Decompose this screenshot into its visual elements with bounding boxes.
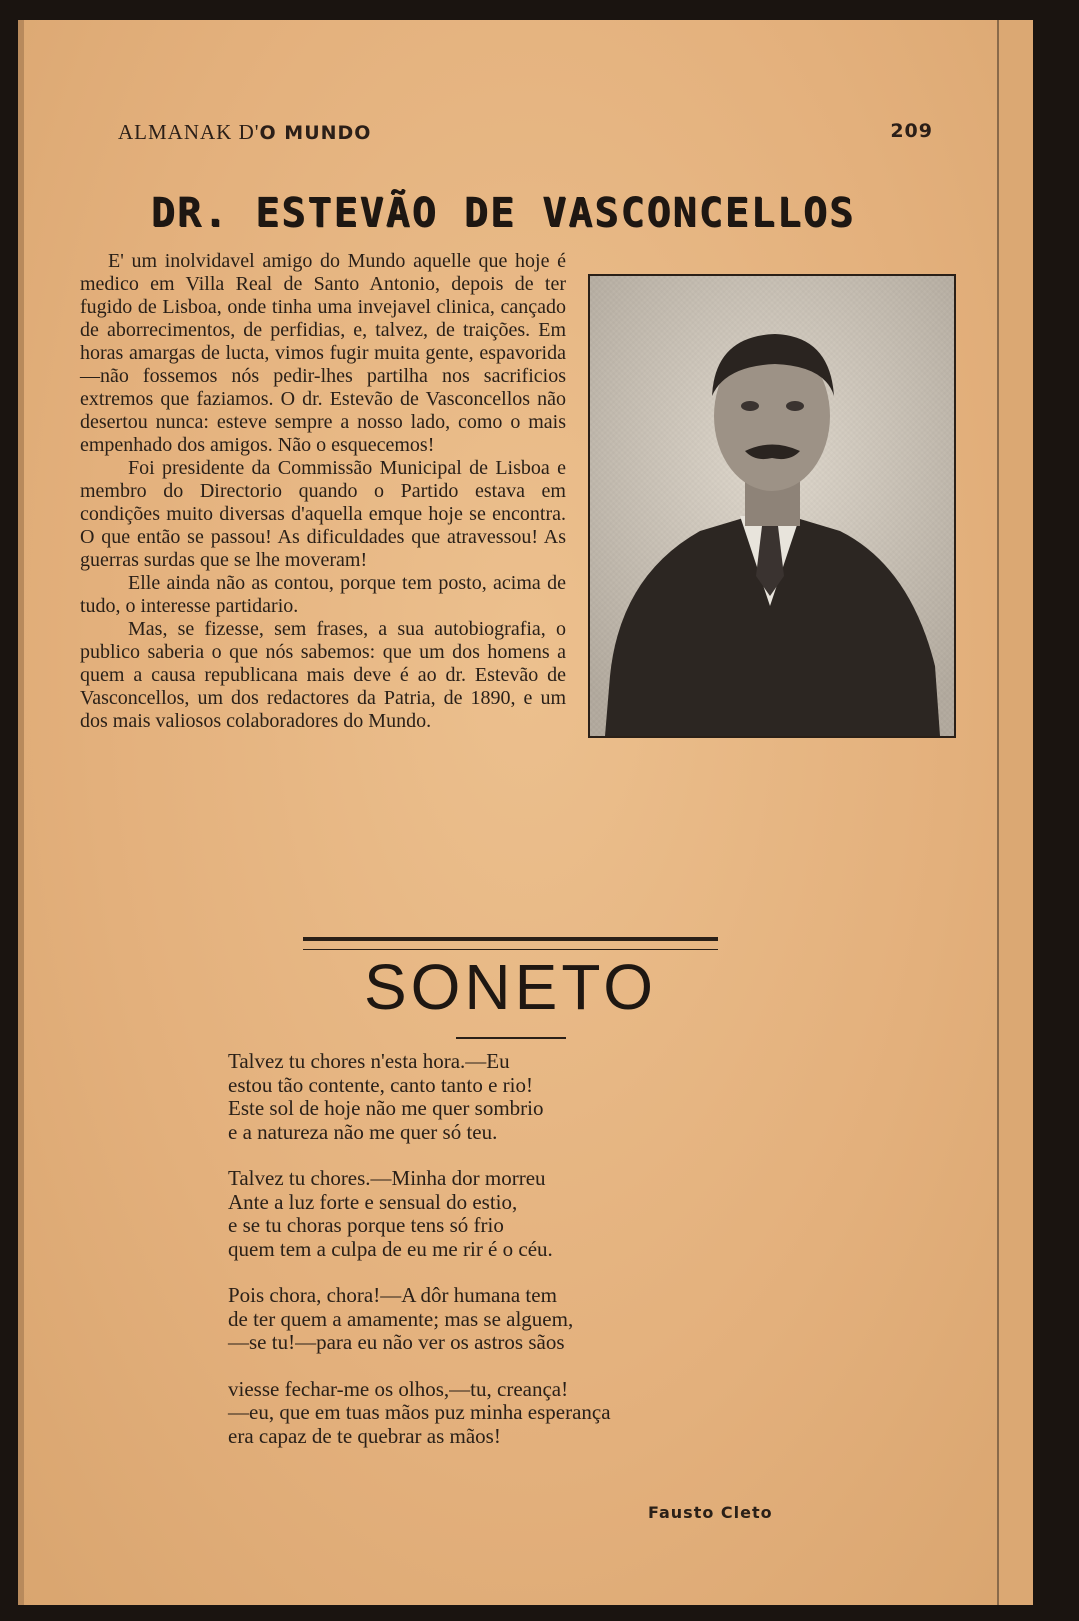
poem-line: era capaz de te quebrar as mãos! [228,1423,501,1448]
portrait-photo [588,274,960,742]
poem-line: estou tão contente, canto tanto e rio! [228,1072,533,1097]
poem-line: Talvez tu chores.—Minha dor morreu [228,1166,546,1190]
poem-line: de ter quem a amamente; mas se alguem, [228,1306,574,1331]
poem-line: Pois chora, chora!—A dôr humana tem [228,1283,557,1307]
article-paragraph-3: Elle ainda não as contou, porque tem posto, acima de tudo, o interesse partidario. [80,572,566,617]
page-number: 209 [890,120,933,142]
poem-line: quem tem a culpa de eu me rir é o céu. [228,1236,553,1261]
next-page-edge [997,20,1033,1605]
running-header [118,120,933,150]
article-body [80,250,960,750]
title-underline [456,1037,566,1039]
poem-stanza-1 [228,1050,788,1144]
poem-line: Este sol de hoje não me quer sombrio [228,1096,544,1120]
portrait-frame [588,274,956,738]
poem-line: —se tu!—para eu não ver os astros sãos [228,1330,565,1354]
page [18,20,1033,1605]
poem-stanza-4 [228,1378,788,1449]
article-paragraph-2: Foi presidente da Commissão Municipal de Lisboa e membro do Directorio quando o Partido estava em condições muito diversas d'aquella emque hoje se encontra. O que então se passou! As dificuldades que atravessou! As guerras surdas que se lhe moveram! [80,457,566,571]
page-left-edge [18,20,24,1605]
poem-title: SONETO [363,951,658,1023]
poem-line: e se tu choras porque tens só frio [228,1213,504,1237]
poem-body [228,1050,788,1471]
poem-line: Ante a luz forte e sensual do estio, [228,1189,518,1214]
article-paragraph-4: Mas, se fizesse, sem frases, a sua autobiografia, o publico saberia o que nós sabemos: que um dos homens a quem a causa republicana mais deve é ao dr. Estevão de Vasconcellos, um dos redactores da Patria, de 1890, e um dos mais valiosos colaboradores do Mundo. [80,618,566,732]
poem-stanza-2 [228,1167,788,1261]
section-divider [303,937,718,950]
poem-line: viesse fechar-me os olhos,—tu, creança! [228,1376,569,1401]
header-title: ALMANAK D'O MUNDO [118,120,372,144]
poem-line: Talvez tu chores n'esta hora.—Eu [228,1049,510,1073]
article-paragraph-1: E' um inolvidavel amigo do Mundo aquelle que hoje é medico em Villa Real de Santo Antonio, depois de ter fugido de Lisboa, onde tinha uma invejavel clinica, cançado de aborrecimentos, de perfidias, e, talvez, de traições. Em horas amargas de lucta, vimos fugir muita gente, espavorida —não fossemos nós pedir-lhes partilha nos sacrificios extremos que faziamos. O dr. Estevão de Vasconcellos não desertou nunca: esteve sempre a nosso lado, como o mais empenhado dos amigos. Não o esquecemos! [80,250,566,456]
poem-line: —eu, que em tuas mãos puz minha esperança [228,1400,611,1424]
poem-signature: Fausto Cleto [648,1503,773,1522]
portrait-illustration [590,276,954,736]
poem-line: e a natureza não me quer só teu. [228,1119,498,1144]
poem-stanza-3 [228,1284,788,1355]
article-title: DR. ESTEVÃO DE VASCONCELLOS [150,190,856,236]
